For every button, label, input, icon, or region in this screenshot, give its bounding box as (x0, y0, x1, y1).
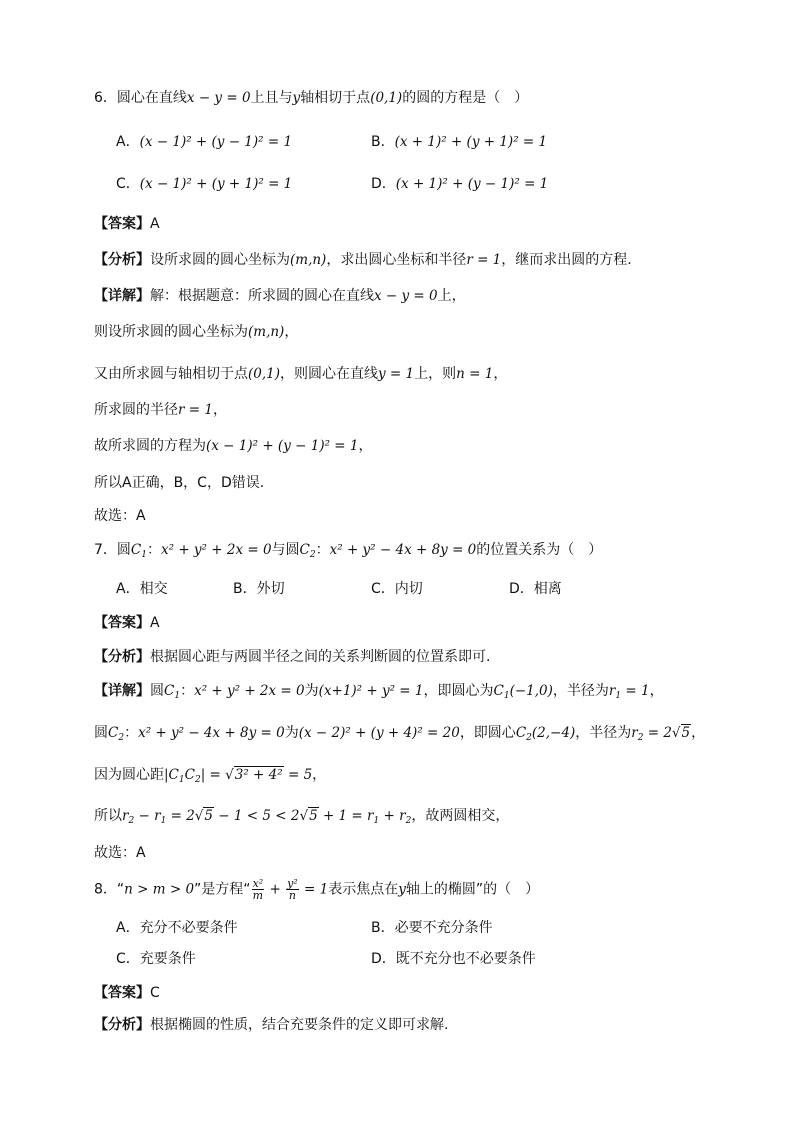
subscript: 2 (128, 816, 135, 826)
q8-option-b (371, 918, 493, 938)
q6-detail-line3 (94, 364, 507, 384)
math: r (122, 808, 129, 824)
option-label: C． (371, 581, 395, 597)
option-label: A． (116, 134, 140, 150)
math: = 1 (621, 683, 650, 699)
analysis-tag: 【分析】 (94, 1017, 150, 1033)
subscript: 1 (174, 691, 181, 701)
q7-analysis (94, 647, 490, 667)
subscript: 1 (503, 691, 510, 701)
math: (0,1) (248, 366, 281, 382)
q6-stem (94, 88, 528, 108)
analysis-tag: 【分析】 (94, 649, 150, 665)
subscript: 1 (178, 775, 185, 785)
subscript: 2 (194, 775, 201, 785)
math: C (299, 542, 310, 558)
q6-detail-line2 (94, 322, 298, 342)
q6-line-equation: x − y = 0 (186, 90, 251, 106)
option-text: 充要条件 (139, 951, 196, 967)
text: ： (147, 542, 161, 558)
q7-c2 (300, 542, 316, 558)
math: = 2 (643, 725, 672, 741)
q8-analysis (94, 1015, 448, 1035)
math: = 2 (166, 808, 195, 824)
math: (−1,0) (509, 683, 553, 699)
option-text: 既不充分也不必要条件 (395, 951, 536, 967)
math: + 1 = (318, 808, 368, 824)
q7-detail-line4: 所以$r_2 - r_1 = 2√5 - 1 < 5 < 2√5 + 1 = r_1 + r_2$，故两圆相交， (94, 808, 510, 826)
subscript: 2 (526, 733, 532, 743)
text: 所求圆的半径 (94, 402, 178, 418)
text: 为 (284, 725, 299, 741)
math: |C (164, 767, 179, 783)
subscript: 1 (615, 691, 622, 701)
text: 根据椭圆的性质，结合充要条件的定义即可求解. (150, 1017, 449, 1033)
option-label: D． (509, 581, 534, 597)
text: ”是方程“ (194, 881, 251, 898)
text: ： (124, 725, 139, 741)
option-label: A． (116, 920, 140, 936)
q7-option-b (233, 579, 285, 599)
text: 表示焦点在 (328, 881, 399, 898)
text: 上，则 (414, 366, 457, 382)
text: 所以 (94, 808, 122, 824)
answer-tag: 【答案】 (94, 615, 150, 631)
q6-option-d (371, 174, 548, 194)
subscript: 2 (309, 550, 316, 560)
option-label: B． (371, 134, 395, 150)
subscript: 2 (637, 733, 644, 743)
q6-detail-line4 (94, 400, 227, 420)
q6-axis: y (292, 90, 301, 106)
q6-stem-text: 的圆的方程是（ ） (402, 90, 529, 106)
text: 8．“ (94, 881, 125, 898)
option-text: 必要不充分条件 (394, 920, 493, 936)
q7-detail-line1 (94, 681, 664, 706)
text: ， (312, 767, 327, 783)
q6-stem-text: 6．圆心在直线 (94, 90, 187, 106)
text: 上， (437, 288, 466, 304)
option-expr: (x + 1)² + (y − 1)² = 1 (395, 176, 549, 192)
math: C (108, 725, 119, 741)
denominator: m (252, 889, 264, 902)
option-text: 外切 (256, 581, 285, 597)
math: r = 1 (178, 402, 213, 418)
q7-detail-line3: 因为圆心距$|C_1C_2| = √3^2 + 4^2 = 5$， (94, 767, 327, 785)
text: ， (212, 402, 227, 418)
math: n = 1 (456, 366, 494, 382)
text: 则设所求圆的圆心坐标为 (94, 324, 248, 340)
text: 与圆 (271, 542, 300, 558)
q6-point: (0,1) (370, 90, 403, 106)
q6-option-a (116, 132, 292, 152)
option-label: D． (371, 176, 396, 192)
math: (2,−4) (531, 725, 576, 741)
q6-option-c (116, 174, 292, 194)
math: r (367, 808, 374, 824)
q8-answer (94, 983, 160, 1003)
subscript: 1 (373, 816, 380, 826)
subscript: 1 (141, 550, 147, 560)
q8-option-c (116, 949, 196, 969)
text: ， (649, 683, 664, 699)
math: C (515, 725, 527, 741)
text: ，半径为 (575, 725, 632, 741)
subscript: 2 (405, 816, 412, 826)
math: x² + y² − 4x + 8y = 0 (329, 542, 477, 558)
q6-detail-line1 (94, 286, 466, 306)
option-label: A． (116, 581, 140, 597)
math: r (399, 808, 406, 824)
text: 根据圆心距与两圆半径之间的关系判断圆的位置系即可. (150, 649, 491, 665)
option-label: C． (116, 951, 140, 967)
radicand: 5 (204, 808, 213, 824)
q8-option-a (116, 918, 238, 938)
q6-detail-line5 (94, 436, 372, 456)
answer-value: C (150, 985, 160, 1001)
text: ， (493, 366, 508, 382)
math: r (631, 725, 638, 741)
text: 故所求圆的方程为 (94, 438, 206, 454)
text: ，继而求出圆的方程. (501, 252, 632, 268)
radicand: 3² + 4² (234, 767, 283, 783)
q6-answer (94, 214, 160, 234)
math: r (608, 683, 616, 699)
text: 圆 (150, 683, 164, 699)
q6-stem-text: 轴相切于点 (300, 90, 371, 106)
option-expr: (x − 1)² + (y + 1)² = 1 (139, 176, 293, 192)
math: (x − 2)² + (y + 4)² = 20 (298, 725, 460, 741)
text: 轴上的椭圆”的（ ） (405, 881, 540, 898)
math: | = (200, 767, 226, 783)
numerator: y² (287, 877, 298, 890)
option-text: 相交 (139, 581, 168, 597)
option-text: 内切 (394, 581, 423, 597)
answer-value: A (150, 615, 160, 631)
text: ，半径为 (552, 683, 609, 699)
math: (m,n) (248, 324, 285, 340)
math: + (265, 881, 286, 898)
subscript: 2 (118, 733, 125, 743)
text: ，故两圆相交， (411, 808, 510, 824)
detail-tag: 【详解】 (94, 683, 150, 699)
math: = 1 (299, 881, 329, 898)
fraction (286, 878, 299, 901)
math: y (398, 881, 406, 898)
q7-detail-line2: 圆$C_2$：x² + y² − 4x + 8y = 0为(x − 2)² + (y + 4)² = 20，即圆心$C_2(2,-4)$，半径为$r_2 = 2√5$， (94, 725, 706, 743)
q8-stem (94, 878, 539, 901)
detail-tag: 【详解】 (94, 288, 150, 304)
q7-stem (94, 540, 602, 565)
text: 7．圆 (94, 542, 131, 558)
math: r (154, 808, 161, 824)
radicand: 5 (681, 725, 691, 741)
text: 的位置关系为（ ） (476, 542, 603, 558)
q7-option-a (116, 579, 168, 599)
math: x² + y² − 4x + 8y = 0 (138, 725, 285, 741)
text: 圆 (94, 725, 108, 741)
q6-detail-line6: 所以A正确，B，C，D错误. (94, 475, 265, 491)
text: 解：根据题意：所求圆的圆心在直线 (150, 288, 374, 304)
math: C (493, 683, 504, 699)
text: ，求出圆心坐标和半径 (326, 252, 467, 268)
radicand: 5 (309, 808, 318, 824)
q7-option-c (371, 579, 423, 599)
math: x² + y² + 2x = 0 (194, 683, 305, 699)
option-expr: (x + 1)² + (y + 1)² = 1 (394, 134, 548, 150)
math: (x − 1)² + (y − 1)² = 1 (206, 438, 359, 454)
option-expr: (x − 1)² + (y − 1)² = 1 (139, 134, 293, 150)
q8-option-d (371, 949, 536, 969)
option-text: 相离 (533, 581, 562, 597)
text: 因为圆心距 (94, 767, 164, 783)
q7-answer (94, 613, 160, 633)
q6-analysis (94, 250, 632, 270)
answer-value: A (150, 216, 160, 232)
option-label: B． (233, 581, 257, 597)
text: 设所求圆的圆心坐标为 (150, 252, 290, 268)
option-label: D． (371, 951, 396, 967)
q6-option-b (371, 132, 547, 152)
math: x² + y² + 2x = 0 (161, 542, 272, 558)
numerator: x² (252, 877, 264, 890)
text: ， (691, 725, 706, 741)
denominator: n (288, 889, 296, 902)
analysis-tag: 【分析】 (94, 252, 150, 268)
subscript: 1 (160, 816, 167, 826)
text: 又由所求圆与轴相切于点 (94, 366, 248, 382)
text: 为 (304, 683, 319, 699)
math: C (130, 542, 142, 558)
fraction (252, 878, 265, 901)
q6-stem-text: 上且与 (250, 90, 293, 106)
math: = 5 (283, 767, 313, 783)
math: C (164, 683, 175, 699)
math: n > m > 0 (124, 881, 195, 898)
math: − 1 < 5 < 2 (214, 808, 300, 824)
math: y = 1 (378, 366, 415, 382)
math: r = 1 (466, 252, 502, 268)
q7-option-d (509, 579, 562, 599)
math: x − y = 0 (374, 288, 438, 304)
text: ， (284, 324, 299, 340)
option-label: C． (116, 176, 140, 192)
answer-tag: 【答案】 (94, 985, 150, 1001)
q6-choice: 故选：A (94, 508, 146, 524)
text: ，即圆心 (459, 725, 516, 741)
q7-c1 (131, 542, 147, 558)
option-label: B． (371, 920, 395, 936)
math: C (184, 767, 195, 783)
option-text: 充分不必要条件 (139, 920, 238, 936)
answer-tag: 【答案】 (94, 216, 150, 232)
text: ，即圆心为 (423, 683, 494, 699)
text: ， (358, 438, 373, 454)
math: (m,n) (290, 252, 327, 268)
text: ，则圆心在直线 (280, 366, 379, 382)
math: (x+1)² + y² = 1 (318, 683, 424, 699)
text: ： (315, 542, 330, 558)
text: ： (180, 683, 195, 699)
q7-choice: 故选：A (94, 845, 146, 861)
